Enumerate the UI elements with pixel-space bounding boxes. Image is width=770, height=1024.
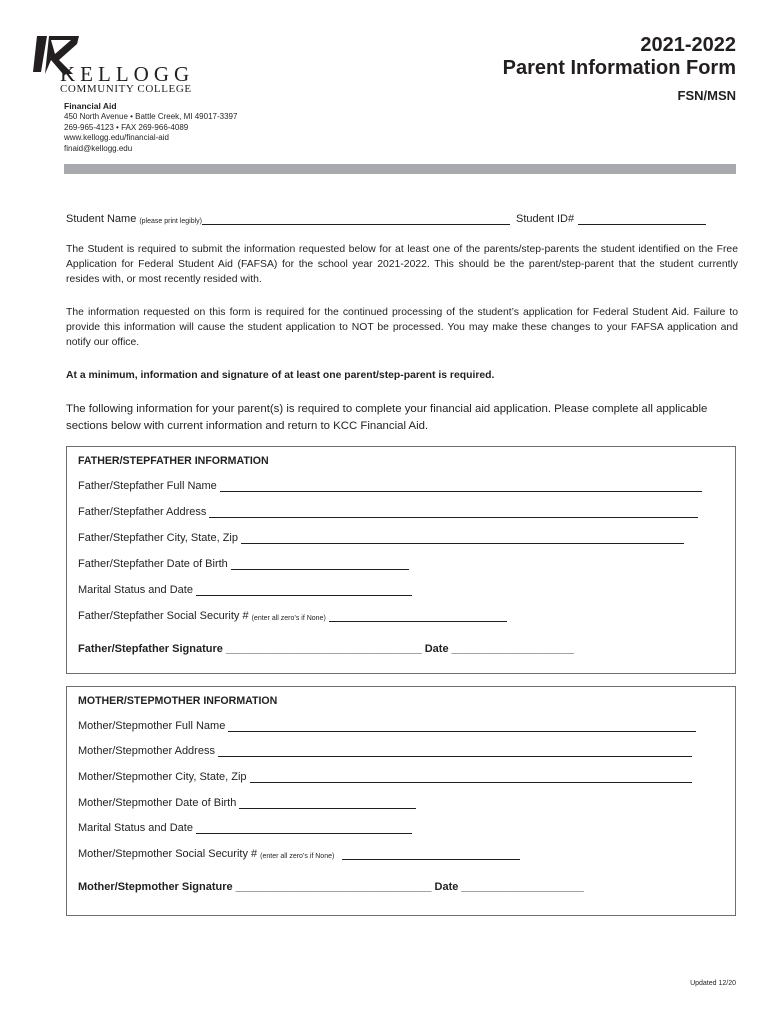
address-line: 450 North Avenue • Battle Creek, MI 49017-3397 bbox=[64, 112, 238, 121]
form-title: Parent Information Form bbox=[502, 57, 736, 79]
father-ssn-hint: (enter all zero’s if None) bbox=[251, 615, 326, 622]
father-city-label: Father/Stepfather City, State, Zip bbox=[78, 532, 238, 544]
mother-city-row bbox=[78, 771, 692, 783]
student-name-field[interactable] bbox=[202, 214, 510, 225]
father-signature-line[interactable]: Father/Stepfather Signature ________________________________ Date ____________________ bbox=[78, 643, 574, 655]
father-address-label: Father/Stepfather Address bbox=[78, 506, 207, 518]
father-address-field[interactable] bbox=[209, 507, 698, 518]
father-full-name-field[interactable] bbox=[220, 481, 702, 492]
mother-ssn-row bbox=[78, 848, 520, 860]
mother-address-label: Mother/Stepmother Address bbox=[78, 745, 215, 757]
mother-city-label: Mother/Stepmother City, State, Zip bbox=[78, 771, 247, 783]
instructions-paragraph-1: The Student is required to submit the information requested below for at least one of the parents/step-parents the student identified on the Free Application for Federal Student Aid (FAFSA) for the school year 2021-2022. This should be the parent/step-parent that the student currently resides with, or most recently resided with. bbox=[66, 244, 738, 285]
father-dob-row bbox=[78, 558, 409, 570]
mother-dob-field[interactable] bbox=[239, 798, 416, 809]
student-name-label: Student Name bbox=[66, 213, 137, 225]
mother-signature-line[interactable]: Mother/Stepmother Signature ________________________________ Date ____________________ bbox=[78, 881, 584, 893]
father-info-section bbox=[66, 446, 736, 674]
father-ssn-label: Father/Stepfather Social Security # bbox=[78, 610, 249, 622]
mother-full-name-field[interactable] bbox=[228, 721, 696, 732]
header-divider bbox=[64, 164, 736, 174]
minimum-requirement-notice: At a minimum, information and signature of at least one parent/step-parent is required. bbox=[66, 370, 495, 381]
father-address-row bbox=[78, 506, 698, 518]
mother-marital-field[interactable] bbox=[196, 823, 412, 834]
student-info-row bbox=[66, 213, 736, 225]
instructions-paragraph-3: The following information for your parent(s) is required to complete your financial aid application. Please complete all applicable sections below with current information and return to KCC Financial Aid. bbox=[66, 403, 708, 432]
father-full-name-label: Father/Stepfather Full Name bbox=[78, 480, 217, 492]
phone-line: 269-965-4123 • FAX 269-966-4089 bbox=[64, 122, 189, 132]
father-ssn-row bbox=[78, 610, 507, 622]
father-dob-field[interactable] bbox=[231, 559, 409, 570]
mother-dob-row bbox=[78, 797, 416, 809]
form-code: FSN/MSN bbox=[677, 88, 736, 103]
student-id-field[interactable] bbox=[578, 214, 706, 225]
father-section-heading: FATHER/STEPFATHER INFORMATION bbox=[78, 455, 269, 467]
mother-address-field[interactable] bbox=[218, 746, 692, 757]
mother-ssn-field[interactable] bbox=[342, 849, 520, 860]
mother-marital-row bbox=[78, 822, 412, 834]
father-marital-field[interactable] bbox=[196, 585, 412, 596]
updated-date: Updated 12/20 bbox=[690, 980, 736, 987]
mother-marital-label: Marital Status and Date bbox=[78, 822, 193, 834]
mother-section-heading: MOTHER/STEPMOTHER INFORMATION bbox=[78, 695, 278, 707]
father-marital-label: Marital Status and Date bbox=[78, 584, 193, 596]
college-subtitle: COMMUNITY COLLEGE bbox=[60, 83, 192, 95]
father-marital-row bbox=[78, 584, 412, 596]
father-ssn-field[interactable] bbox=[329, 611, 507, 622]
father-city-row bbox=[78, 532, 684, 544]
instructions-paragraph-2: The information requested on this form is required for the continued processing of the student’s application for Federal Student Aid. Failure to provide this information will cause the student application to NOT be processed. You may make these changes to your FAFSA application and notify our office. bbox=[66, 307, 738, 348]
email-link[interactable]: finaid@kellogg.edu bbox=[64, 143, 133, 153]
student-name-hint: (please print legibly) bbox=[139, 218, 202, 225]
mother-ssn-hint: (enter all zero’s if None) bbox=[260, 853, 335, 860]
office-name: Financial Aid bbox=[64, 101, 117, 111]
father-city-field[interactable] bbox=[241, 533, 684, 544]
mother-dob-label: Mother/Stepmother Date of Birth bbox=[78, 797, 237, 809]
website-link[interactable]: www.kellogg.edu/financial-aid bbox=[64, 133, 169, 142]
mother-full-name-row bbox=[78, 720, 696, 732]
father-dob-label: Father/Stepfather Date of Birth bbox=[78, 558, 228, 570]
student-id-label: Student ID# bbox=[515, 213, 575, 225]
mother-city-field[interactable] bbox=[250, 772, 692, 783]
college-name: KELLOGG bbox=[60, 62, 195, 86]
mother-full-name-label: Mother/Stepmother Full Name bbox=[78, 720, 226, 732]
father-full-name-row bbox=[78, 480, 702, 492]
office-contact bbox=[64, 112, 237, 154]
mother-ssn-label: Mother/Stepmother Social Security # bbox=[78, 848, 258, 860]
mother-info-section bbox=[66, 686, 736, 916]
school-years: 2021-2022 bbox=[640, 34, 736, 56]
mother-address-row bbox=[78, 745, 692, 757]
